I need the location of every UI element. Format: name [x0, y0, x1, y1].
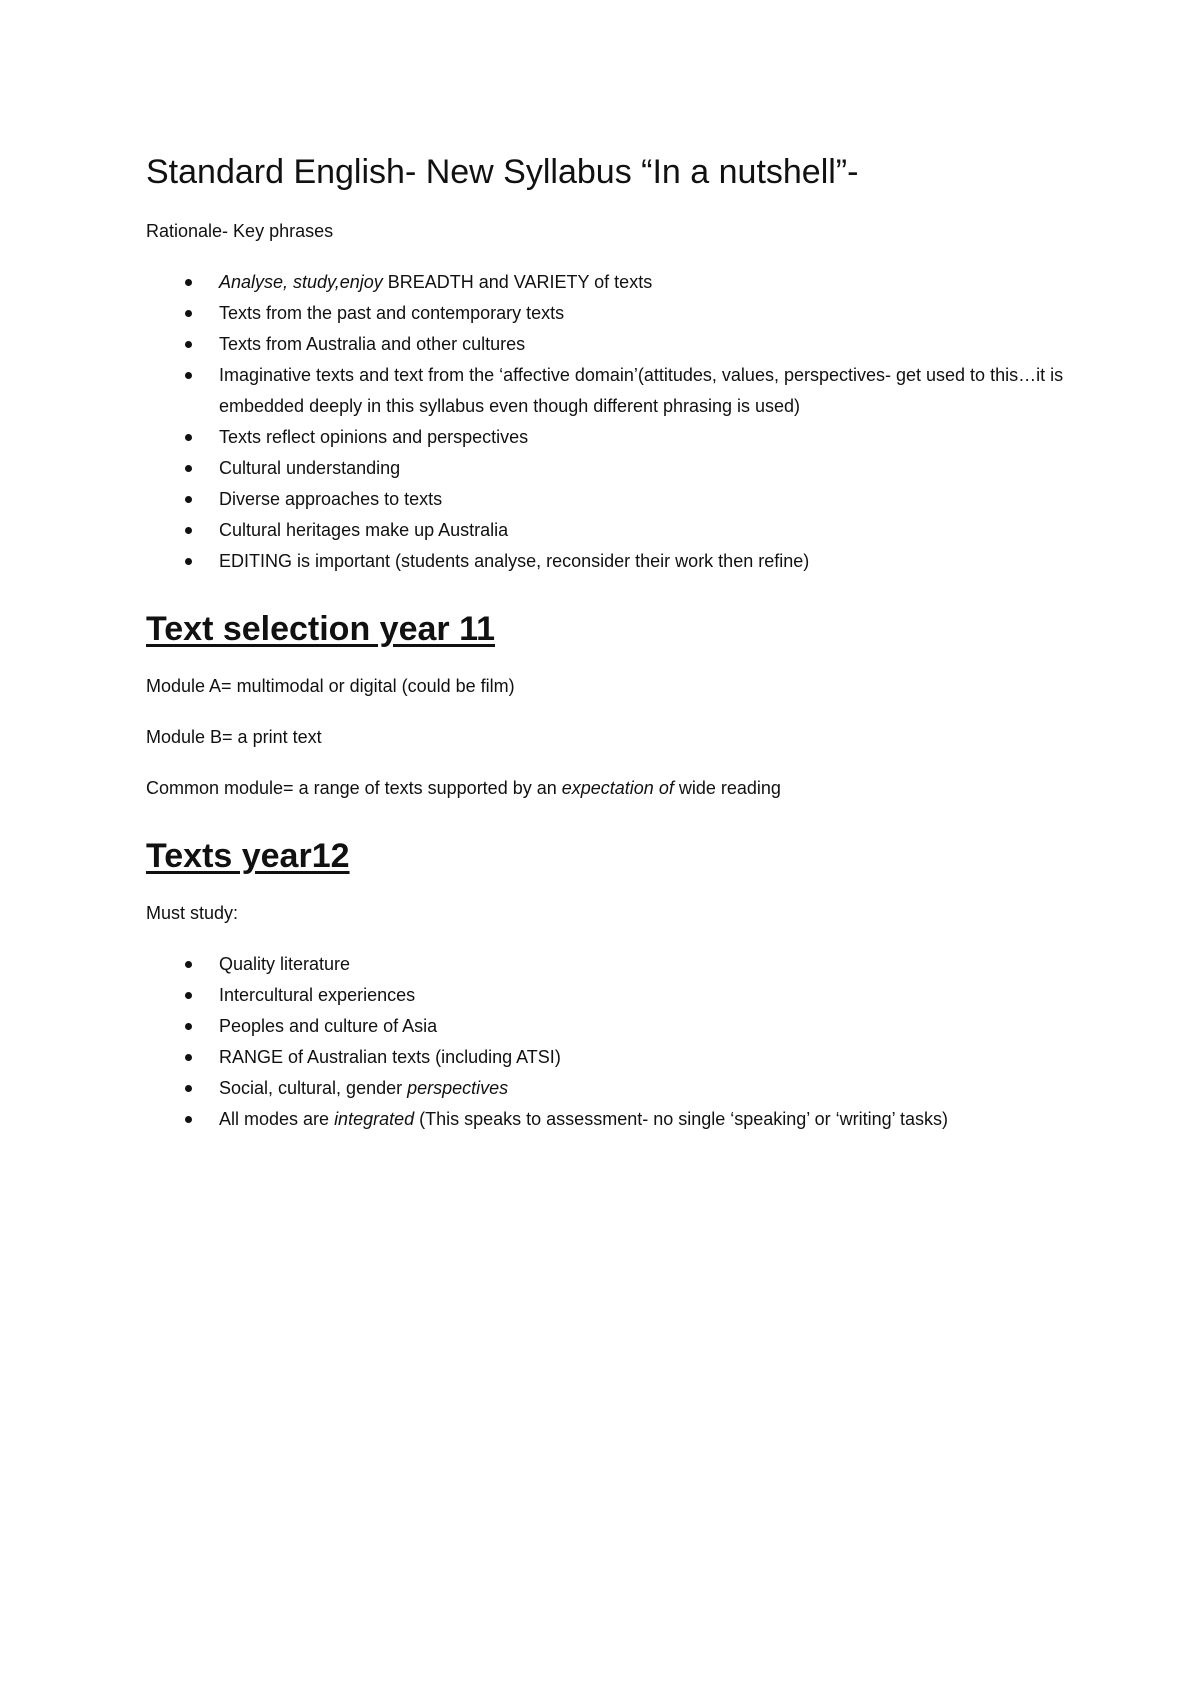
text-run: Cultural heritages make up Australia	[219, 520, 509, 540]
bullet-icon	[185, 1023, 192, 1030]
bullet-icon	[185, 558, 192, 565]
rationale-list	[146, 267, 1076, 577]
text-run: Module B= a print text	[146, 727, 322, 747]
text-run: Quality literature	[219, 954, 351, 974]
list-item	[146, 298, 1076, 329]
text-run: (This speaks to assessment- no single ‘speaking’ or ‘writing’ tasks)	[414, 1109, 948, 1129]
common-module-line	[146, 773, 1076, 804]
text-run: integrated	[334, 1109, 415, 1129]
bullet-icon	[185, 1116, 192, 1123]
list-item	[146, 515, 1076, 546]
bullet-icon	[185, 496, 192, 503]
text-run: expectation of	[561, 778, 674, 798]
list-item	[146, 267, 1076, 298]
list-item	[146, 546, 1076, 577]
bullet-icon	[185, 341, 192, 348]
document-body	[146, 148, 1076, 1135]
text-selection-heading: Text selection year 11	[146, 610, 496, 648]
bullet-icon	[185, 992, 192, 999]
rationale-label: Rationale- Key phrases	[146, 221, 334, 241]
text-run: Intercultural experiences	[219, 985, 416, 1005]
text-run: Analyse, study,enjoy	[219, 272, 383, 292]
document-title: Standard English- New Syllabus “In a nutshell”-	[146, 153, 859, 191]
text-run: Texts reflect opinions and perspectives	[219, 427, 529, 447]
list-item	[146, 422, 1076, 453]
list-item	[146, 949, 1076, 980]
text-run: Texts from Australia and other cultures	[219, 334, 526, 354]
text-run: Module A= multimodal or digital (could be film)	[146, 676, 515, 696]
list-item	[146, 484, 1076, 515]
list-item	[146, 980, 1076, 1011]
text-run: BREADTH and VARIETY of texts	[382, 272, 653, 292]
bullet-icon	[185, 527, 192, 534]
bullet-icon	[185, 310, 192, 317]
bullet-icon	[185, 279, 192, 286]
text-run: perspectives	[407, 1078, 509, 1098]
must-study-label: Must study:	[146, 903, 239, 923]
year12-list	[146, 949, 1076, 1135]
text-run: Diverse approaches to texts	[219, 489, 443, 509]
text-run: Social, cultural, gender	[219, 1078, 408, 1098]
bullet-icon	[185, 1085, 192, 1092]
text-run: Cultural understanding	[219, 458, 401, 478]
text-run: Common module= a range of texts supported by an	[146, 778, 562, 798]
text-run: EDITING is important (students analyse, reconsider their work then refine)	[219, 551, 810, 571]
text-run: wide reading	[673, 778, 781, 798]
list-item	[146, 1073, 1076, 1104]
bullet-icon	[185, 1054, 192, 1061]
module-a-line	[146, 671, 1076, 702]
bullet-icon	[185, 961, 192, 968]
list-item	[146, 329, 1076, 360]
text-run: Texts from the past and contemporary texts	[219, 303, 565, 323]
list-item	[146, 453, 1076, 484]
list-item	[146, 360, 1076, 422]
texts-year12-heading: Texts year12	[146, 837, 350, 875]
list-item	[146, 1011, 1076, 1042]
list-item	[146, 1042, 1076, 1073]
text-run: Peoples and culture of Asia	[219, 1016, 438, 1036]
text-run: All modes are	[219, 1109, 335, 1129]
text-run: Imaginative texts and text from the ‘affective domain’(attitudes, values, perspectives- get used to this…it is embedded deeply in this syllabus even though different phrasing is used)	[219, 365, 1064, 416]
bullet-icon	[185, 434, 192, 441]
module-b-line	[146, 722, 1076, 753]
list-item	[146, 1104, 1076, 1135]
bullet-icon	[185, 372, 192, 379]
text-run: RANGE of Australian texts (including ATSI)	[219, 1047, 561, 1067]
bullet-icon	[185, 465, 192, 472]
